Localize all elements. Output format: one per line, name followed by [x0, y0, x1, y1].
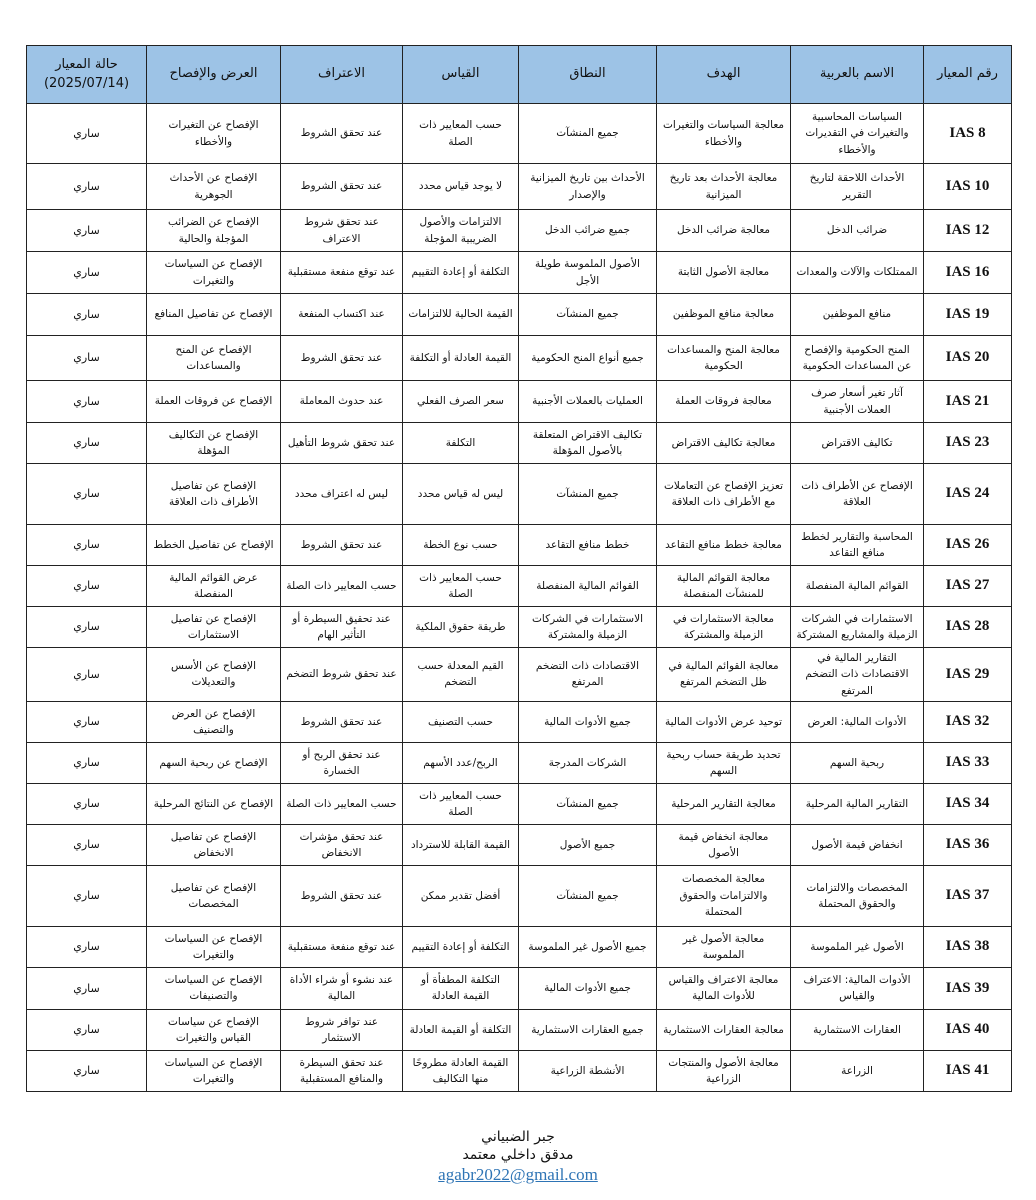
- table-row: [27, 252, 1012, 294]
- table-row: [27, 464, 1012, 525]
- status-cell: ساري: [27, 607, 147, 648]
- scope-cell: الاقتصادات ذات التضخم المرتفع: [519, 648, 657, 702]
- arabic-name-cell: الأحداث اللاحقة لتاريخ التقرير: [791, 164, 924, 210]
- scope-cell: جميع الأصول غير الملموسة: [519, 926, 657, 967]
- recognition-cell: عند تحقق مؤشرات الانخفاض: [281, 824, 403, 865]
- arabic-name-cell: الزراعة: [791, 1050, 924, 1091]
- measurement-cell: حسب المعايير ذات الصلة: [403, 566, 519, 607]
- recognition-cell: عند تحقق الشروط: [281, 865, 403, 926]
- arabic-name-cell: الاستثمارات في الشركات الزميلة والمشاريع المشتركة: [791, 607, 924, 648]
- objective-cell: معالجة الأحداث بعد تاريخ الميزانية: [657, 164, 791, 210]
- scope-cell: جميع الأدوات المالية: [519, 967, 657, 1009]
- table-row: [27, 210, 1012, 252]
- status-cell: ساري: [27, 1050, 147, 1091]
- measurement-cell: التكلفة أو القيمة العادلة: [403, 1009, 519, 1050]
- measurement-cell: القيمة العادلة مطروحًا منها التكاليف: [403, 1050, 519, 1091]
- standard-number-cell: IAS 40: [924, 1009, 1012, 1050]
- objective-cell: تعزيز الإفصاح عن التعاملات مع الأطراف ذات العلاقة: [657, 464, 791, 525]
- standard-number-cell: IAS 24: [924, 464, 1012, 525]
- signature-title: مدقق داخلي معتمد: [462, 1147, 574, 1163]
- signature-name: جبر الضبياني: [481, 1129, 555, 1145]
- recognition-cell: عند تحقق شروط التأهيل: [281, 423, 403, 464]
- measurement-cell: القيمة الحالية للالتزامات: [403, 294, 519, 336]
- arabic-name-cell: ضرائب الدخل: [791, 210, 924, 252]
- standard-number-cell: IAS 8: [924, 104, 1012, 164]
- scope-cell: الشركات المدرجة: [519, 742, 657, 783]
- disclosure-cell: عرض القوائم المالية المنفصلة: [147, 566, 281, 607]
- header-standard-status: حالة المعيار (2025/07/14): [27, 46, 147, 104]
- measurement-cell: سعر الصرف الفعلي: [403, 381, 519, 423]
- scope-cell: العمليات بالعملات الأجنبية: [519, 381, 657, 423]
- arabic-name-cell: آثار تغير أسعار صرف العملات الأجنبية: [791, 381, 924, 423]
- measurement-cell: ليس له قياس محدد: [403, 464, 519, 525]
- table-row: [27, 783, 1012, 824]
- arabic-name-cell: الأصول غير الملموسة: [791, 926, 924, 967]
- objective-cell: معالجة منافع الموظفين: [657, 294, 791, 336]
- disclosure-cell: الإفصاح عن التكاليف المؤهلة: [147, 423, 281, 464]
- standard-number-cell: IAS 21: [924, 381, 1012, 423]
- arabic-name-cell: المنح الحكومية والإفصاح عن المساعدات الحكومية: [791, 336, 924, 381]
- arabic-name-cell: منافع الموظفين: [791, 294, 924, 336]
- status-cell: ساري: [27, 381, 147, 423]
- arabic-name-cell: التقارير المالية في الاقتصادات ذات التضخم المرتفع: [791, 648, 924, 702]
- status-cell: ساري: [27, 1009, 147, 1050]
- arabic-name-cell: التقارير المالية المرحلية: [791, 783, 924, 824]
- ias-standards-table: [26, 45, 1012, 1092]
- arabic-name-cell: ربحية السهم: [791, 742, 924, 783]
- header-scope: النطاق: [519, 46, 657, 104]
- scope-cell: الأصول الملموسة طويلة الأجل: [519, 252, 657, 294]
- table-row: [27, 967, 1012, 1009]
- objective-cell: معالجة الاستثمارات في الزميلة والمشتركة: [657, 607, 791, 648]
- objective-cell: معالجة العقارات الاستثمارية: [657, 1009, 791, 1050]
- recognition-cell: حسب المعايير ذات الصلة: [281, 566, 403, 607]
- standard-number-cell: IAS 28: [924, 607, 1012, 648]
- recognition-cell: عند نشوء أو شراء الأداة المالية: [281, 967, 403, 1009]
- recognition-cell: حسب المعايير ذات الصلة: [281, 783, 403, 824]
- table-row: [27, 865, 1012, 926]
- status-cell: ساري: [27, 464, 147, 525]
- disclosure-cell: الإفصاح عن تفاصيل الأطراف ذات العلاقة: [147, 464, 281, 525]
- table-row: [27, 742, 1012, 783]
- objective-cell: معالجة خطط منافع التقاعد: [657, 525, 791, 566]
- disclosure-cell: الإفصاح عن تفاصيل الخطط: [147, 525, 281, 566]
- table-row: [27, 423, 1012, 464]
- table-row: [27, 926, 1012, 967]
- arabic-name-cell: المخصصات والالتزامات والحقوق المحتملة: [791, 865, 924, 926]
- disclosure-cell: الإفصاح عن السياسات والتغيرات: [147, 926, 281, 967]
- table-row: [27, 294, 1012, 336]
- objective-cell: معالجة ضرائب الدخل: [657, 210, 791, 252]
- standard-number-cell: IAS 19: [924, 294, 1012, 336]
- signature-block: [0, 1128, 1036, 1185]
- standard-number-cell: IAS 37: [924, 865, 1012, 926]
- scope-cell: جميع الأدوات المالية: [519, 701, 657, 742]
- recognition-cell: عند توقع منفعة مستقبلية: [281, 252, 403, 294]
- recognition-cell: عند توافر شروط الاستثمار: [281, 1009, 403, 1050]
- scope-cell: الأحداث بين تاريخ الميزانية والإصدار: [519, 164, 657, 210]
- recognition-cell: عند حدوث المعاملة: [281, 381, 403, 423]
- disclosure-cell: الإفصاح عن الأسس والتعديلات: [147, 648, 281, 702]
- measurement-cell: أفضل تقدير ممكن: [403, 865, 519, 926]
- recognition-cell: عند تحقق السيطرة والمنافع المستقبلية: [281, 1050, 403, 1091]
- scope-cell: جميع المنشآت: [519, 464, 657, 525]
- table-row: [27, 824, 1012, 865]
- disclosure-cell: الإفصاح عن العرض والتصنيف: [147, 701, 281, 742]
- table-row: [27, 648, 1012, 702]
- disclosure-cell: الإفصاح عن السياسات والتغيرات: [147, 1050, 281, 1091]
- header-arabic-name: الاسم بالعربية: [791, 46, 924, 104]
- scope-cell: القوائم المالية المنفصلة: [519, 566, 657, 607]
- table-row: [27, 566, 1012, 607]
- table-header: [27, 46, 1012, 104]
- measurement-cell: حسب نوع الخطة: [403, 525, 519, 566]
- header-standard-number: رقم المعيار: [924, 46, 1012, 104]
- disclosure-cell: الإفصاح عن تفاصيل الاستثمارات: [147, 607, 281, 648]
- scope-cell: جميع المنشآت: [519, 865, 657, 926]
- header-objective: الهدف: [657, 46, 791, 104]
- recognition-cell: عند تحقق الشروط: [281, 336, 403, 381]
- table-row: [27, 1009, 1012, 1050]
- recognition-cell: عند تحقيق السيطرة أو التأثير الهام: [281, 607, 403, 648]
- recognition-cell: عند تحقق الربح أو الخسارة: [281, 742, 403, 783]
- measurement-cell: القيم المعدلة حسب التضخم: [403, 648, 519, 702]
- status-cell: ساري: [27, 164, 147, 210]
- disclosure-cell: الإفصاح عن الضرائب المؤجلة والحالية: [147, 210, 281, 252]
- recognition-cell: عند تحقق الشروط: [281, 104, 403, 164]
- standard-number-cell: IAS 36: [924, 824, 1012, 865]
- scope-cell: جميع المنشآت: [519, 783, 657, 824]
- measurement-cell: التكلفة المطفأة أو القيمة العادلة: [403, 967, 519, 1009]
- measurement-cell: حسب التصنيف: [403, 701, 519, 742]
- standard-number-cell: IAS 10: [924, 164, 1012, 210]
- measurement-cell: الالتزامات والأصول الضريبية المؤجلة: [403, 210, 519, 252]
- scope-cell: جميع المنشآت: [519, 104, 657, 164]
- arabic-name-cell: السياسات المحاسبية والتغيرات في التقديرات والأخطاء: [791, 104, 924, 164]
- disclosure-cell: الإفصاح عن النتائج المرحلية: [147, 783, 281, 824]
- table-row: [27, 1050, 1012, 1091]
- objective-cell: معالجة المنح والمساعدات الحكومية: [657, 336, 791, 381]
- standard-number-cell: IAS 32: [924, 701, 1012, 742]
- status-cell: ساري: [27, 525, 147, 566]
- standard-number-cell: IAS 34: [924, 783, 1012, 824]
- disclosure-cell: الإفصاح عن التغيرات والأخطاء: [147, 104, 281, 164]
- disclosure-cell: الإفصاح عن تفاصيل المخصصات: [147, 865, 281, 926]
- scope-cell: جميع أنواع المنح الحكومية: [519, 336, 657, 381]
- standard-number-cell: IAS 27: [924, 566, 1012, 607]
- disclosure-cell: الإفصاح عن السياسات والتصنيفات: [147, 967, 281, 1009]
- scope-cell: جميع المنشآت: [519, 294, 657, 336]
- standard-number-cell: IAS 26: [924, 525, 1012, 566]
- standard-number-cell: IAS 39: [924, 967, 1012, 1009]
- status-cell: ساري: [27, 742, 147, 783]
- standard-number-cell: IAS 23: [924, 423, 1012, 464]
- objective-cell: معالجة الاعتراف والقياس للأدوات المالية: [657, 967, 791, 1009]
- scope-cell: تكاليف الاقتراض المتعلقة بالأصول المؤهلة: [519, 423, 657, 464]
- measurement-cell: طريقة حقوق الملكية: [403, 607, 519, 648]
- table-body: [27, 104, 1012, 1092]
- measurement-cell: القيمة القابلة للاسترداد: [403, 824, 519, 865]
- status-cell: ساري: [27, 926, 147, 967]
- standard-number-cell: IAS 20: [924, 336, 1012, 381]
- status-cell: ساري: [27, 336, 147, 381]
- arabic-name-cell: الأدوات المالية: العرض: [791, 701, 924, 742]
- objective-cell: معالجة الأصول والمنتجات الزراعية: [657, 1050, 791, 1091]
- objective-cell: معالجة فروقات العملة: [657, 381, 791, 423]
- disclosure-cell: الإفصاح عن تفاصيل الانخفاض: [147, 824, 281, 865]
- standard-number-cell: IAS 29: [924, 648, 1012, 702]
- status-cell: ساري: [27, 252, 147, 294]
- arabic-name-cell: تكاليف الاقتراض: [791, 423, 924, 464]
- disclosure-cell: الإفصاح عن فروقات العملة: [147, 381, 281, 423]
- objective-cell: معالجة الأصول الثابتة: [657, 252, 791, 294]
- status-cell: ساري: [27, 423, 147, 464]
- recognition-cell: عند توقع منفعة مستقبلية: [281, 926, 403, 967]
- status-cell: ساري: [27, 824, 147, 865]
- header-measurement: القياس: [403, 46, 519, 104]
- measurement-cell: التكلفة أو إعادة التقييم: [403, 926, 519, 967]
- scope-cell: جميع الأصول: [519, 824, 657, 865]
- status-cell: ساري: [27, 783, 147, 824]
- table-row: [27, 336, 1012, 381]
- status-cell: ساري: [27, 701, 147, 742]
- arabic-name-cell: العقارات الاستثمارية: [791, 1009, 924, 1050]
- table-row: [27, 381, 1012, 423]
- signature-email-link[interactable]: agabr2022@gmail.com: [438, 1165, 598, 1184]
- objective-cell: معالجة انخفاض قيمة الأصول: [657, 824, 791, 865]
- objective-cell: معالجة السياسات والتغيرات والأخطاء: [657, 104, 791, 164]
- disclosure-cell: الإفصاح عن المنح والمساعدات: [147, 336, 281, 381]
- recognition-cell: عند تحقق الشروط: [281, 525, 403, 566]
- disclosure-cell: الإفصاح عن السياسات والتغيرات: [147, 252, 281, 294]
- arabic-name-cell: الإفصاح عن الأطراف ذات العلاقة: [791, 464, 924, 525]
- recognition-cell: ليس له اعتراف محدد: [281, 464, 403, 525]
- header-row: [27, 46, 1012, 104]
- measurement-cell: الربح/عدد الأسهم: [403, 742, 519, 783]
- table-row: [27, 164, 1012, 210]
- objective-cell: معالجة المخصصات والالتزامات والحقوق المحتملة: [657, 865, 791, 926]
- table-row: [27, 701, 1012, 742]
- scope-cell: جميع العقارات الاستثمارية: [519, 1009, 657, 1050]
- status-cell: ساري: [27, 648, 147, 702]
- header-presentation-disclosure: العرض والإفصاح: [147, 46, 281, 104]
- standard-number-cell: IAS 16: [924, 252, 1012, 294]
- measurement-cell: حسب المعايير ذات الصلة: [403, 783, 519, 824]
- objective-cell: معالجة الأصول غير الملموسة: [657, 926, 791, 967]
- header-recognition: الاعتراف: [281, 46, 403, 104]
- measurement-cell: لا يوجد قياس محدد: [403, 164, 519, 210]
- standards-sheet: [26, 45, 1011, 1092]
- arabic-name-cell: الأدوات المالية: الاعتراف والقياس: [791, 967, 924, 1009]
- disclosure-cell: الإفصاح عن الأحداث الجوهرية: [147, 164, 281, 210]
- status-cell: ساري: [27, 566, 147, 607]
- objective-cell: تحديد طريقة حساب ربحية السهم: [657, 742, 791, 783]
- arabic-name-cell: القوائم المالية المنفصلة: [791, 566, 924, 607]
- standard-number-cell: IAS 41: [924, 1050, 1012, 1091]
- measurement-cell: التكلفة أو إعادة التقييم: [403, 252, 519, 294]
- scope-cell: خطط منافع التقاعد: [519, 525, 657, 566]
- status-cell: ساري: [27, 294, 147, 336]
- status-cell: ساري: [27, 210, 147, 252]
- disclosure-cell: الإفصاح عن سياسات القياس والتغيرات: [147, 1009, 281, 1050]
- table-row: [27, 607, 1012, 648]
- recognition-cell: عند تحقق الشروط: [281, 701, 403, 742]
- table-row: [27, 104, 1012, 164]
- status-cell: ساري: [27, 104, 147, 164]
- objective-cell: معالجة التقارير المرحلية: [657, 783, 791, 824]
- arabic-name-cell: الممتلكات والآلات والمعدات: [791, 252, 924, 294]
- measurement-cell: التكلفة: [403, 423, 519, 464]
- objective-cell: معالجة القوائم المالية في ظل التضخم المرتفع: [657, 648, 791, 702]
- scope-cell: الأنشطة الزراعية: [519, 1050, 657, 1091]
- standard-number-cell: IAS 38: [924, 926, 1012, 967]
- measurement-cell: القيمة العادلة أو التكلفة: [403, 336, 519, 381]
- objective-cell: معالجة تكاليف الاقتراض: [657, 423, 791, 464]
- recognition-cell: عند تحقق شروط الاعتراف: [281, 210, 403, 252]
- standard-number-cell: IAS 12: [924, 210, 1012, 252]
- measurement-cell: حسب المعايير ذات الصلة: [403, 104, 519, 164]
- scope-cell: جميع ضرائب الدخل: [519, 210, 657, 252]
- disclosure-cell: الإفصاح عن ربحية السهم: [147, 742, 281, 783]
- recognition-cell: عند تحقق الشروط: [281, 164, 403, 210]
- table-row: [27, 525, 1012, 566]
- standard-number-cell: IAS 33: [924, 742, 1012, 783]
- recognition-cell: عند اكتساب المنفعة: [281, 294, 403, 336]
- disclosure-cell: الإفصاح عن تفاصيل المنافع: [147, 294, 281, 336]
- objective-cell: توحيد عرض الأدوات المالية: [657, 701, 791, 742]
- arabic-name-cell: المحاسبة والتقارير لخطط منافع التقاعد: [791, 525, 924, 566]
- status-cell: ساري: [27, 865, 147, 926]
- objective-cell: معالجة القوائم المالية للمنشآت المنفصلة: [657, 566, 791, 607]
- scope-cell: الاستثمارات في الشركات الزميلة والمشتركة: [519, 607, 657, 648]
- arabic-name-cell: انخفاض قيمة الأصول: [791, 824, 924, 865]
- recognition-cell: عند تحقق شروط التضخم: [281, 648, 403, 702]
- status-cell: ساري: [27, 967, 147, 1009]
